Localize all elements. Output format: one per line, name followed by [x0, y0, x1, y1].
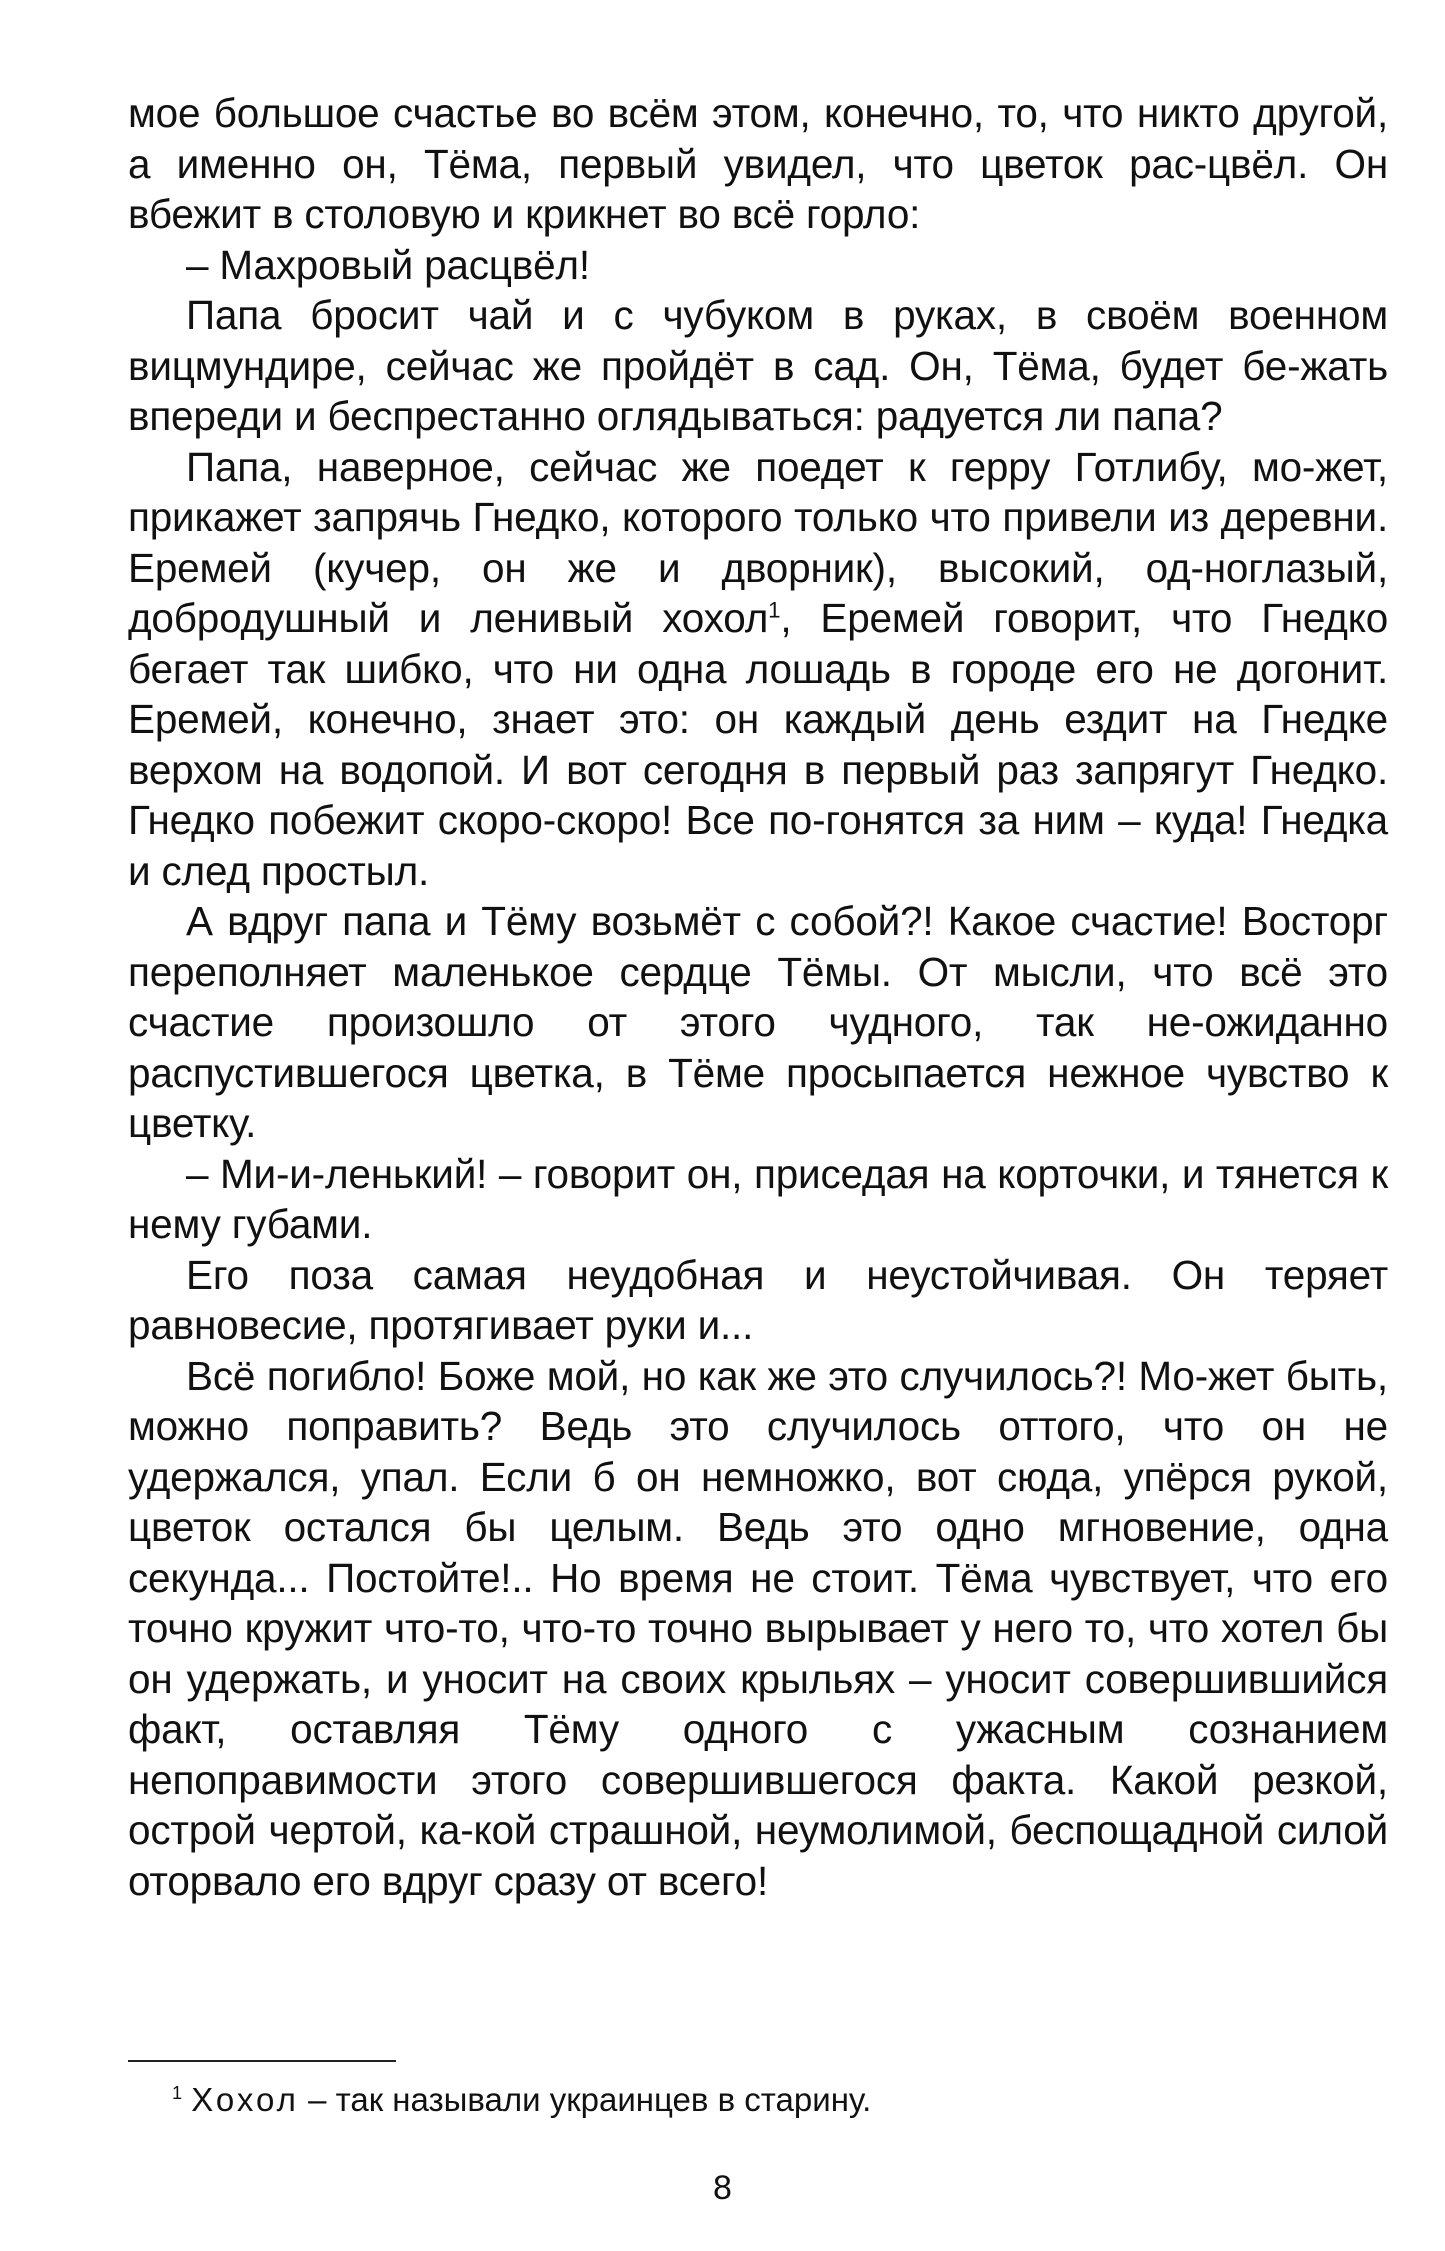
footnote [172, 2080, 871, 2120]
paragraph-part: Еремей говорит, что Гнедко бегает так шибко, что ни одна лошадь в городе его не догонит. Еремей, конечно, знает это: он каждый день ездит на Гнедке верхом на водопой. И вот сегодня в первый раз запрягут Гнедко. Гнедко побежит скоро-скоро! Все по-гонятся за ним – куда! Гнедка и след простыл. [128, 595, 1389, 894]
footnote-marker: 1 [172, 2083, 183, 2103]
footnote-reference[interactable]: 1 [768, 597, 781, 623]
paragraph-part: Папа, наверное, сейчас же поедет к герру Готлибу, мо-жет, прикажет запрячь Гнедко, которого только что привели из деревни. Еремей (кучер, он же и дворник), высокий, од-ноглазый, добродушный и ленивый хохол [128, 443, 1388, 641]
paragraph: – Ми-и-ленький! – говорит он, приседая на корточки, и тянется к нему губами. [128, 1150, 1388, 1247]
footnote-divider [128, 2060, 396, 2062]
paragraph: мое большое счастье во всём этом, конечно, то, что никто другой, а именно он, Тёма, первый увидел, что цветок рас-цвёл. Он вбежит в столовую и крикнет во всё горло: [128, 90, 1388, 237]
paragraph: – Махровый расцвёл! [186, 241, 590, 288]
footnote-term: Хохол [191, 2081, 299, 2118]
page-number: 8 [713, 2169, 732, 2207]
paragraph-with-footnote [128, 442, 1388, 897]
paragraph: Папа бросит чай и с чубуком в руках, в своём военном вицмундире, сейчас же пройдёт в сад. Он, Тёма, будет бе-жать впереди и беспрестанно оглядываться: радуется ли папа? [128, 292, 1388, 439]
paragraph: Его поза самая неудобная и неустойчивая. Он теряет равновесие, протягивает руки и... [128, 1251, 1388, 1348]
footnote-text: – так называли украинцев в старину. [298, 2081, 872, 2118]
footnote-ref-punctuation: , [780, 595, 792, 641]
paragraph: А вдруг папа и Тёму возьмёт с собой?! Какое счастие! Восторг переполняет маленькое сердце Тёмы. От мысли, что всё это счастие произошло от этого чудного, так не-ожиданно распустившегося цветка, в Тёме просыпается нежное чувство к цветку. [128, 898, 1388, 1146]
page-body [128, 88, 1388, 1906]
paragraph: Всё погибло! Боже мой, но как же это случилось?! Мо-жет быть, можно поправить? Ведь это случилось оттого, что он не удержался, упал. Если б он немножко, вот сюда, упёрся рукой, цветок остался бы целым. Ведь это одно мгновение, одна секунда... Постойте!.. Но время не стоит. Тёма чувствует, что его точно кружит что-то, что-то точно вырывает у него то, что хотел бы он удержать, и уносит на своих крыльях – уносит совершившийся факт, оставляя Тёму одного с ужасным сознанием непоправимости этого совершившегося факта. Какой резкой, острой чертой, ка-кой страшной, неумолимой, беспощадной силой оторвало его вдруг сразу от всего! [128, 1352, 1388, 1904]
